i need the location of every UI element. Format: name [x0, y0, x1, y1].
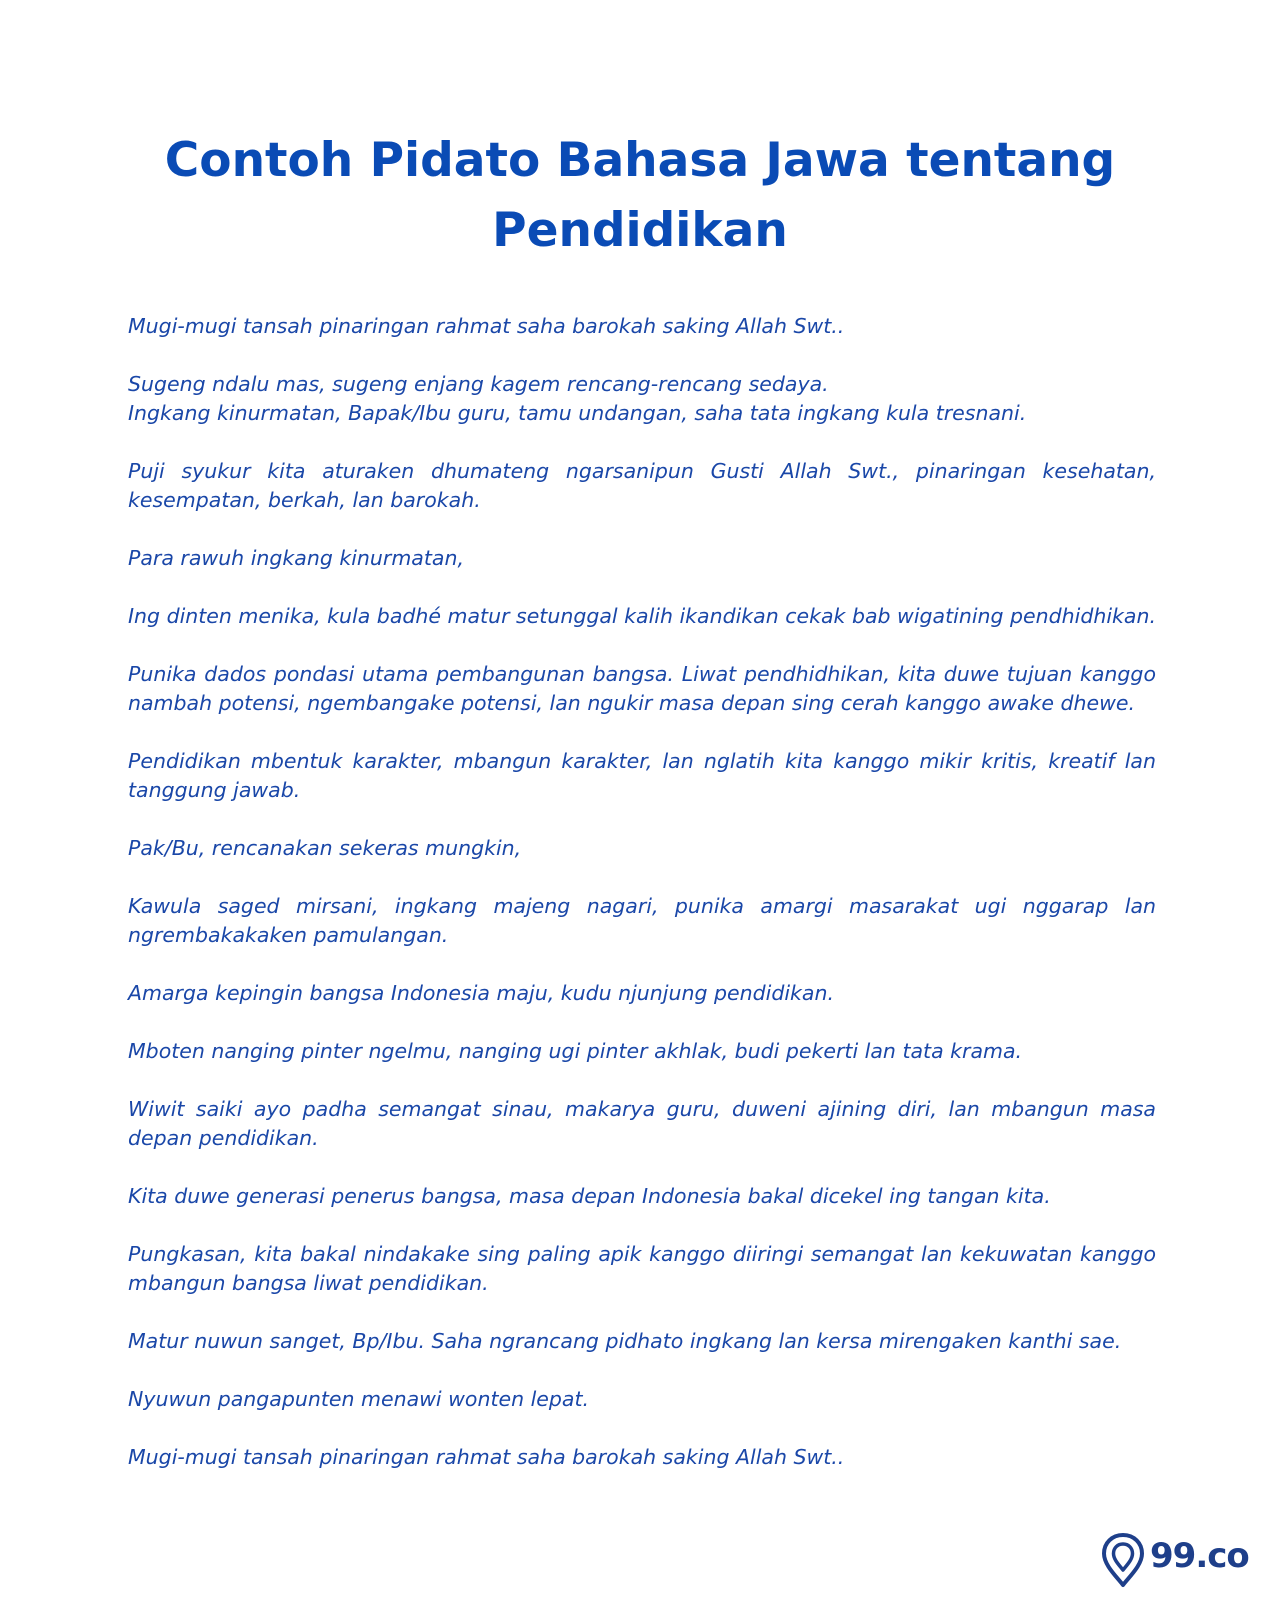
paragraph [128, 1385, 1156, 1414]
paragraph-text: Pak/Bu, rencanakan sekeras mungkin, [128, 836, 522, 860]
paragraph [128, 834, 1156, 863]
paragraph-text: Ingkang kinurmatan, Bapak/Ibu guru, tamu undangan, saha tata ingkang kula tresnani. [128, 401, 1027, 425]
paragraph-text: Ing dinten menika, kula badhé matur setunggal kalih ikandikan cekak bab wigatining pendhidhikan. [128, 604, 1156, 628]
paragraph-text: Puji syukur kita aturaken dhumateng ngarsanipun Gusti Allah Swt., pinaringan kesehatan, kesempatan, berkah, lan barokah. [128, 459, 1156, 512]
paragraph-text: Pendidikan mbentuk karakter, mbangun karakter, lan nglatih kita kanggo mikir kritis, kreatif lan tanggung jawab. [128, 749, 1156, 802]
document-title [160, 126, 1120, 266]
paragraph-text: Nyuwun pangapunten menawi wonten lepat. [128, 1387, 590, 1411]
paragraph [128, 1443, 1156, 1472]
paragraph-text: Para rawuh ingkang kinurmatan, [128, 546, 464, 570]
paragraph-text: Matur nuwun sanget, Bp/Ibu. Saha ngrancang pidhato ingkang lan kersa mirengaken kanthi sae. [128, 1329, 1122, 1353]
paragraph [128, 544, 1156, 573]
paragraph [128, 660, 1156, 718]
paragraph [128, 370, 1156, 428]
paragraph-text: Kita duwe generasi penerus bangsa, masa depan Indonesia bakal dicekel ing tangan kita. [128, 1184, 1051, 1208]
paragraph [128, 312, 1156, 341]
location-pin-icon [1100, 1532, 1146, 1588]
brand-logo [1100, 1526, 1260, 1586]
paragraph-text: Kawula saged mirsani, ingkang majeng nagari, punika amargi masarakat ugi nggarap lan ngrembakakaken pamulangan. [128, 894, 1156, 947]
paragraph-text: Mugi-mugi tansah pinaringan rahmat saha barokah saking Allah Swt.. [128, 314, 845, 338]
brand-logo-text: 99.co [1150, 1536, 1249, 1576]
paragraph [128, 1095, 1156, 1153]
paragraph-text: Wiwit saiki ayo padha semangat sinau, makarya guru, duweni ajining diri, lan mbangun masa depan pendidikan. [128, 1097, 1156, 1150]
paragraph-text: Amarga kepingin bangsa Indonesia maju, kudu njunjung pendidikan. [128, 981, 834, 1005]
paragraph-text: Sugeng ndalu mas, sugeng enjang kagem rencang-rencang sedaya. [128, 372, 829, 396]
paragraph [128, 1327, 1156, 1356]
paragraph [128, 1240, 1156, 1298]
speech-body [128, 312, 1156, 1472]
paragraph-text: Mugi-mugi tansah pinaringan rahmat saha barokah saking Allah Swt.. [128, 1445, 845, 1469]
paragraph [128, 1037, 1156, 1066]
paragraph [128, 1182, 1156, 1211]
paragraph-text: Pungkasan, kita bakal nindakake sing paling apik kanggo diiringi semangat lan kekuwatan kanggo mbangun bangsa liwat pendidikan. [128, 1242, 1156, 1295]
paragraph [128, 457, 1156, 515]
paragraph-text: Punika dados pondasi utama pembangunan bangsa. Liwat pendhidhikan, kita duwe tujuan kanggo nambah potensi, ngembangake potensi, lan ngukir masa depan sing cerah kanggo awake dhewe. [128, 662, 1156, 715]
paragraph [128, 747, 1156, 805]
title-line-1: Contoh Pidato Bahasa Jawa tentang [164, 133, 1116, 188]
paragraph [128, 979, 1156, 1008]
title-line-2: Pendidikan [492, 203, 788, 258]
paragraph-text: Mboten nanging pinter ngelmu, nanging ugi pinter akhlak, budi pekerti lan tata krama. [128, 1039, 1023, 1063]
paragraph [128, 602, 1156, 631]
paragraph [128, 892, 1156, 950]
